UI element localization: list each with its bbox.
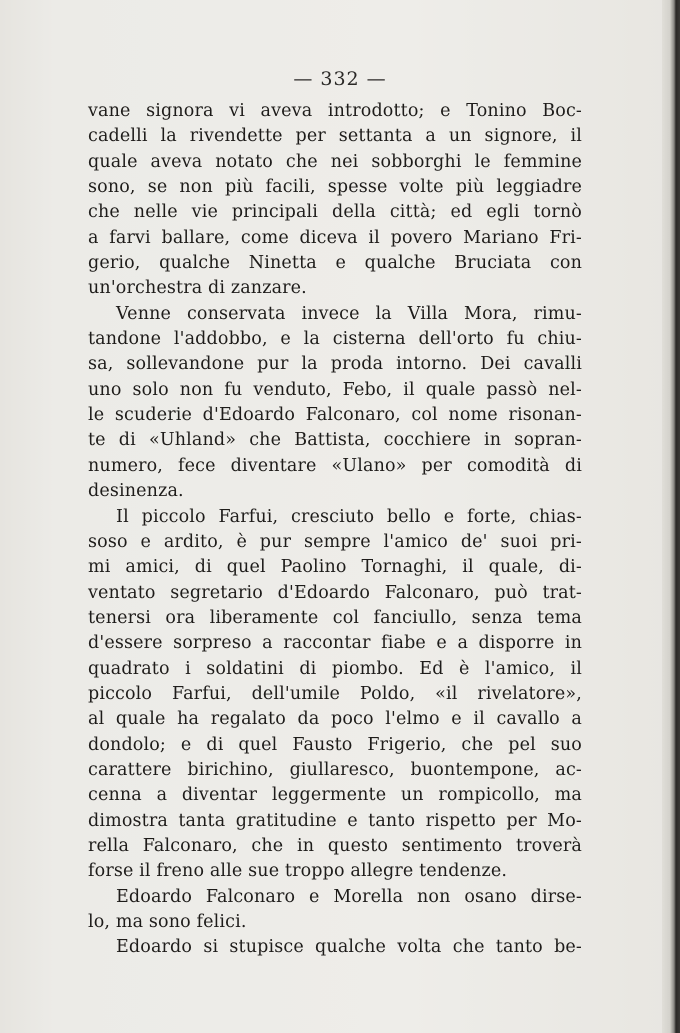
- text-line: Venne conservata invece la Villa Mora, rimu-: [116, 303, 582, 324]
- text-line: lo, ma sono felici.: [88, 912, 247, 932]
- text-line: d'essere sorpreso a raccontar fiabe e a disporre in: [88, 633, 582, 654]
- text-line: dondolo; e di quel Fausto Frigerio, che pel suo: [88, 734, 582, 755]
- text-line: piccolo Farfui, dell'umile Poldo, «il rivelatore»,: [88, 683, 582, 704]
- text-line: uno solo non fu venduto, Febo, il quale passò nel-: [88, 379, 582, 400]
- text-line: tandone l'addobbo, e la cisterna dell'orto fu chiu-: [88, 329, 582, 350]
- text-line: ventato segretario d'Edoardo Falconaro, può trat-: [88, 582, 582, 603]
- page-edge-shadow: [662, 0, 680, 1033]
- text-line: carattere birichino, giullaresco, buontempone, ac-: [88, 759, 582, 780]
- text-line: numero, fece diventare «Ulano» per comodità di: [88, 455, 582, 476]
- page-number: — 332 —: [293, 68, 387, 90]
- text-line: le scuderie d'Edoardo Falconaro, col nome risonan-: [88, 405, 582, 426]
- text-line: un'orchestra di zanzare.: [88, 278, 307, 299]
- text-line: forse il freno alle sue troppo allegre tendenze.: [88, 861, 508, 882]
- text-line: desinenza.: [88, 481, 184, 502]
- text-line: cenna a diventar leggermente un rompicollo, ma: [88, 785, 582, 806]
- text-line: vane signora vi aveva introdotto; e Tonino Boc-: [88, 101, 582, 121]
- text-line: a farvi ballare, come diceva il povero Mariano Fri-: [88, 227, 582, 248]
- text-line: quadrato i soldatini di piombo. Ed è l'amico, il: [88, 658, 582, 679]
- text-line: mi amici, di quel Paolino Tornaghi, il quale, di-: [88, 557, 582, 578]
- text-line: tenersi ora liberamente col fanciullo, senza tema: [88, 607, 582, 628]
- text-line: al quale ha regalato da poco l'elmo e il cavallo a: [88, 709, 582, 730]
- text-line: cadelli la rivendette per settanta a un signore, il: [88, 126, 582, 147]
- text-line: te di «Uhland» che Battista, cocchiere in sopran-: [88, 430, 582, 451]
- text-line: rella Falconaro, che in questo sentimento troverà: [88, 835, 582, 856]
- text-line: soso e ardito, è pur sempre l'amico de' suoi pri-: [88, 531, 582, 552]
- text-line: sono, se non più facili, spesse volte più leggiadre: [88, 177, 582, 198]
- body-text: [88, 99, 582, 961]
- text-line: Il piccolo Farfui, cresciuto bello e forte, chias-: [116, 506, 582, 527]
- text-line: Edoardo Falconaro e Morella non osano dirse-: [116, 886, 582, 907]
- text-line: gerio, qualche Ninetta e qualche Bruciata con: [88, 253, 582, 274]
- text-line: quale aveva notato che nei sobborghi le femmine: [88, 151, 582, 172]
- text-line: Edoardo si stupisce qualche volta che tanto be-: [116, 937, 582, 958]
- text-line: dimostra tanta gratitudine e tanto rispetto per Mo-: [88, 810, 582, 831]
- text-line: che nelle vie principali della città; ed egli tornò: [88, 202, 582, 223]
- text-line: sa, sollevandone pur la proda intorno. Dei cavalli: [88, 354, 582, 375]
